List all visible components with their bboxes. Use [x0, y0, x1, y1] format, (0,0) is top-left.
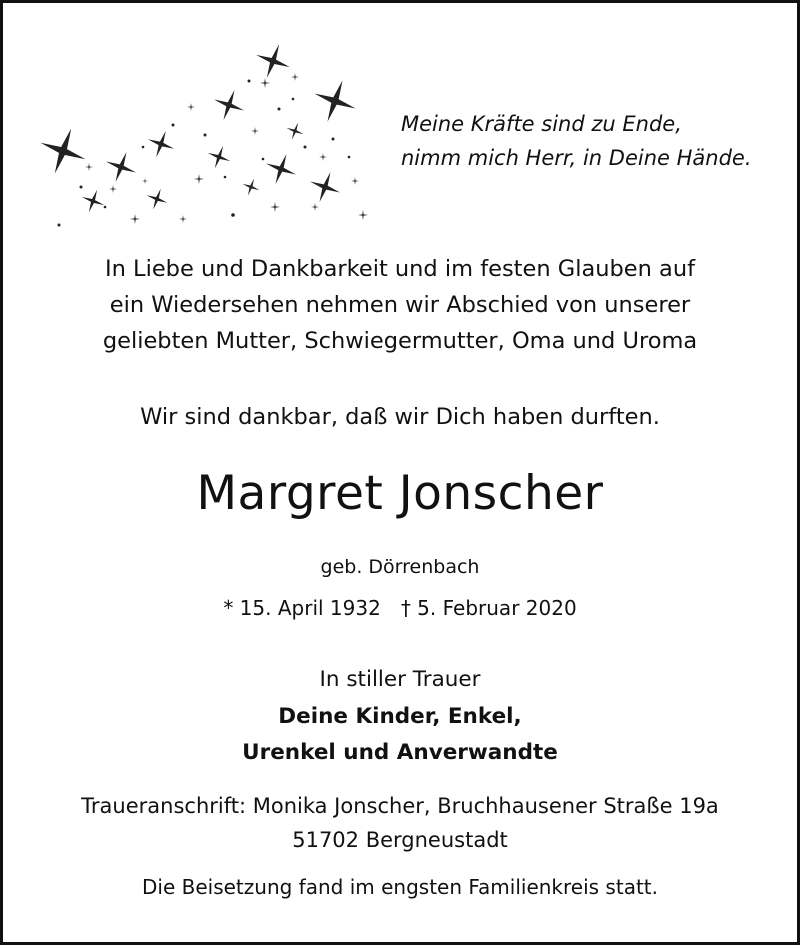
poem-quote — [401, 107, 781, 175]
address-line-2: 51702 Bergneustadt — [292, 828, 508, 852]
thanks-text: Wir sind dankbar, daß wir Dich haben durften. — [140, 404, 660, 430]
mourning-intro: In stiller Trauer — [319, 667, 481, 692]
mourning-address — [3, 789, 797, 857]
life-dates — [3, 593, 797, 623]
maiden-name: geb. Dörrenbach — [320, 556, 480, 578]
mourners — [3, 699, 797, 771]
mourners-line-2: Urenkel und Anverwandte — [242, 740, 558, 765]
intro-line-1: In Liebe und Dankbarkeit und im festen Glauben auf — [104, 256, 695, 282]
poem-line-2: nimm mich Herr, in Deine Hände. — [401, 146, 752, 170]
intro-line-2: ein Wiedersehen nehmen wir Abschied von unserer — [109, 292, 691, 318]
poem-line-1: Meine Kräfte sind zu Ende, — [401, 112, 682, 136]
death-date: † 5. Februar 2020 — [400, 596, 577, 620]
address-line-1: Traueranschrift: Monika Jonscher, Bruchhausener Straße 19a — [81, 794, 719, 818]
stars-decoration-icon — [23, 39, 383, 239]
intro-text — [3, 251, 797, 359]
mourners-line-1: Deine Kinder, Enkel, — [278, 704, 522, 729]
birth-date: * 15. April 1932 — [223, 596, 381, 620]
intro-line-3: geliebten Mutter, Schwiegermutter, Oma und Uroma — [102, 328, 698, 354]
funeral-note: Die Beisetzung fand im engsten Familienkreis statt. — [142, 875, 658, 899]
deceased-name: Margret Jonscher — [196, 466, 604, 521]
